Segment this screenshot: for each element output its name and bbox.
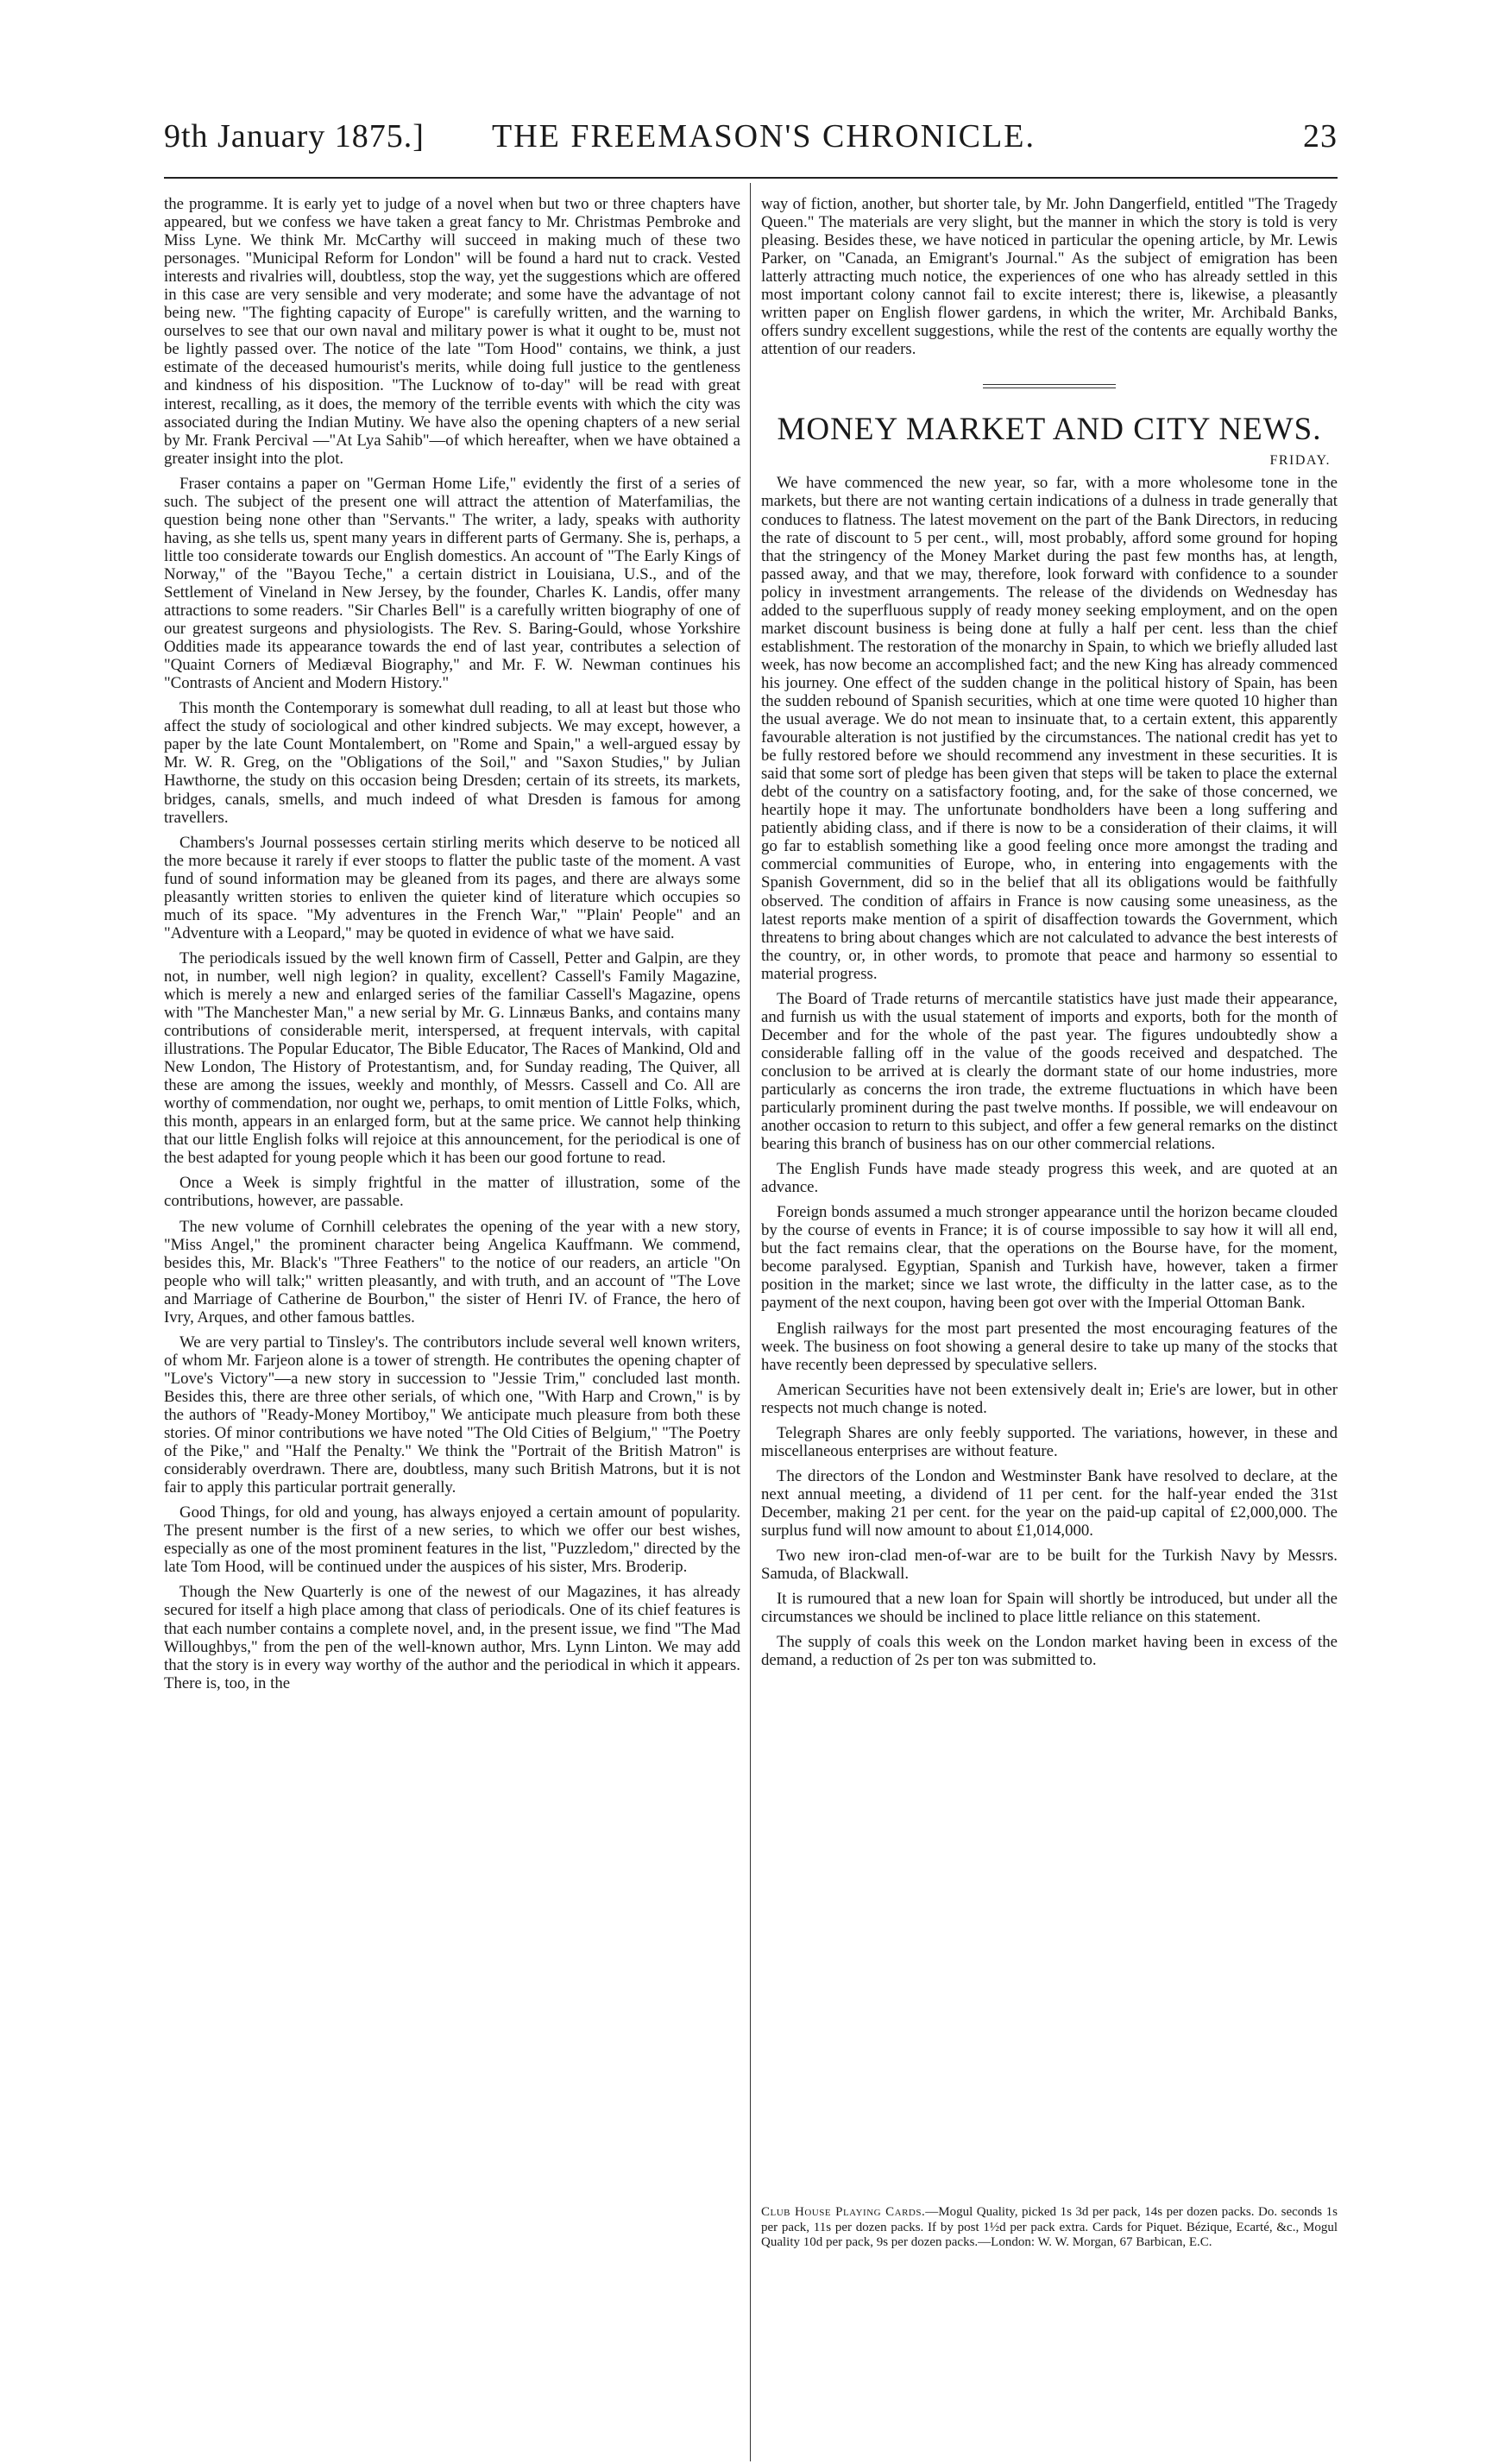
left-column	[164, 195, 740, 1699]
article-paragraph: The Board of Trade returns of mercantile statistics have just made their appearance, and furnish us with the usual statement of imports and exports, both for the month of December and for the whole of the past year. The figures undoubtedly show a considerable falling off in the value of the goods received and despatched. The conclusion to be arrived at is clearly the dormant state of our home industries, more particularly as concerns the iron trade, the extreme fluctuations in which have been particularly prominent during the past twelve months. If possible, we will endeavour on another occasion to return to this subject, and offer a few general remarks on the distinct bearing this branch of business has on our other commercial relations.	[761, 989, 1338, 1154]
page-number: 23	[1303, 118, 1338, 154]
article-paragraph: We are very partial to Tinsley's. The contributors include several well known writers, of whom Mr. Farjeon alone is a tower of strength. He contributes the opening chapter of "Love's Victory"—a new story in succession to "Jessie Trim," concluded last month. Besides this, there are three other serials, of which one, "With Harp and Crown," is by the authors of "Ready-Money Mortiboy," We anticipate much pleasure from both these stories. Of minor contributions we have noted "The Old Cities of Belgium," "The Poetry of the Pike," and "Half the Penalty." We think the "Portrait of the British Matron" is considerably overdrawn. There are, doubtless, many such British Matrons, but it is not fair to apply this particular portrait generally.	[164, 1333, 740, 1497]
section-title: MONEY MARKET AND CITY NEWS.	[777, 412, 1322, 448]
article-paragraph: Good Things, for old and young, has always enjoyed a certain amount of popularity. The present number is the first of a new series, to which we offer our best wishes, especially as one of the most prominent features in the list, "Puzzledom," directed by the late Tom Hood, will be continued under the auspices of his sister, Mrs. Broderip.	[164, 1503, 740, 1577]
section-rule	[983, 384, 1116, 388]
article-paragraph: The periodicals issued by the well known firm of Cassell, Petter and Galpin, are they not, in number, well nigh legion? in quality, excellent? Cassell's Family Magazine, which is merely a new and enlarged series of the familiar Cassell's Magazine, opens with "The Manchester Man," a new serial by Mr. G. Linnæus Banks, and contains many contributions of considerable merit, interspersed, at frequent intervals, with capital illustrations. The Popular Educator, The Bible Educator, The Races of Mankind, Old and New London, The History of Protestantism, and, for Sunday reading, The Quiver, all these are among the issues, weekly and monthly, of Messrs. Cassell and Co. All are worthy of commendation, nor ought we, perhaps, to omit mention of Little Folks, which, this month, appears in an enlarged form, but at the same price. We cannot help thinking that our little English folks will rejoice at this announcement, for the periodical is one of the best adapted for young people which it has been our good fortune to read.	[164, 948, 740, 1168]
classified-advertisement	[761, 2205, 1338, 2251]
article-paragraph: English railways for the most part presented the most encouraging features of the week. The business on foot showing a general desire to take up many of the stocks that have recently been depressed by speculative sellers.	[761, 1319, 1338, 1374]
article-paragraph: Telegraph Shares are only feebly supported. The variations, however, in these and miscellaneous enterprises are without feature.	[761, 1423, 1338, 1460]
article-paragraph: The supply of coals this week on the London market having been in excess of the demand, a reduction of 2s per ton was submitted to.	[761, 1633, 1338, 1670]
right-column	[761, 195, 1338, 1676]
article-paragraph: We have commenced the new year, so far, with a more wholesome tone in the markets, but there are not wanting certain indications of a dulness in trade generally that conduces to flatness. The latest movement on the part of the Bank Directors, in reducing the rate of discount to 5 per cent., will, most probably, afford some ground for hoping that the stringency of the Money Market during the past few months has, at length, passed away, and that we may, therefore, look forward with confidence to a sounder policy in investment arrangements. The release of the dividends on Wednesday has added to the superfluous supply of ready money seeking employment, and on the open market discount business is being done at fully a half per cent. less than the chief establishment. The restoration of the monarchy in Spain, to which we briefly alluded last week, has now become an accomplished fact; and the new King has already commenced his journey. One effect of the sudden change in the political history of Spain, has been the sudden rebound of Spanish securities, which at one time were quoted 10 higher than the usual average. We do not mean to insinuate that, to a certain extent, this apparently favourable alteration is not justified by the circumstances. The national credit has yet to be fully restored before we should recommend any investment in these securities. It is said that some sort of pledge has been given that steps will be taken to place the external debt of the country on a satisfactory footing, and, for the sake of those concerned, we heartily hope it may. The unfortunate bondholders have been a long suffering and patiently abiding class, and if there is now to be a consideration of their claims, it will go far to establish something like a good feeling once more amongst the trading and commercial communities of Europe, who, in entering into engagements with the Spanish Government, did so in the belief that all its obligations would be faithfully observed. The condition of affairs in France is now causing some uneasiness, as the latest reports make mention of a spirit of disaffection towards the Government, which threatens to bring about changes which are not calculated to advance the best interests of the country, or, in other words, to promote that peace and harmony so essential to material progress.	[761, 474, 1338, 983]
article-paragraph: The English Funds have made steady progress this week, and are quoted at an advance.	[761, 1160, 1338, 1197]
article-paragraph: The new volume of Cornhill celebrates the opening of the year with a new story, "Miss Angel," the prominent character being Angelica Kauffmann. We commend, besides this, Mr. Black's "Three Feathers" to the notice of our readers, an article "On people who will talk;" written pleasantly, and with truth, and an account of "The Love and Marriage of Catherine de Bourbon," the sister of Henri IV. of France, the hero of Ivry, Arques, and other famous battles.	[164, 1217, 740, 1327]
article-paragraph: The directors of the London and Westminster Bank have resolved to declare, at the next annual meeting, a dividend of 11 per cent. for the half-year ended the 31st December, making 21 per cent. for the year on the paid-up capital of £2,000,000. The surplus fund will now amount to about £1,014,000.	[761, 1466, 1338, 1540]
article-paragraph: the programme. It is early yet to judge of a novel when but two or three chapters have appeared, but we confess we have taken a great fancy to Mr. Christmas Pembroke and Miss Lyne. We think Mr. McCarthy will succeed in making much of these two personages. "Municipal Reform for London" will be found a hard nut to crack. Vested interests and rivalries will, doubtless, stop the way, yet the suggestions which are offered in this case are very sensible and very moderate; and some have the advantage of not being new. "The fighting capacity of Europe" is carefully written, and the warning to ourselves to see that our own naval and military power is what it ought to be, must not be lightly passed over. The notice of the late "Tom Hood" contains, we think, a just estimate of the deceased humourist's merits, while doing full justice to the gentleness and kindness of his disposition. "The Lucknow of to-day" will be read with great interest, recalling, as it does, the memory of the terrible events with which the city was associated during the Indian Mutiny. We have also the opening chapters of a new serial by Mr. Frank Percival —"At Lya Sahib"—of which hereafter, when we have obtained a greater insight into the plot.	[164, 195, 740, 468]
column-divider	[750, 183, 751, 2461]
article-paragraph: It is rumoured that a new loan for Spain will shortly be introduced, but under all the circumstances we should be inclined to place little reliance on this statement.	[761, 1590, 1338, 1627]
article-paragraph: Foreign bonds assumed a much stronger appearance until the horizon became clouded by the course of events in France; it is of course impossible to say how it will all end, but the fact remains clear, that the operations on the Bourse have, for the moment, become paralysed. Egyptian, Spanish and Turkish have, however, taken a firmer position in the market; since we last wrote, the difficulty in the latter case, as to the payment of the next coupon, having been got over with the Imperial Ottoman Bank.	[761, 1203, 1338, 1313]
article-paragraph: Two new iron-clad men-of-war are to be built for the Turkish Navy by Messrs. Samuda, of Blackwall.	[761, 1547, 1338, 1584]
masthead	[164, 117, 1338, 169]
section-day: FRIDAY.	[1269, 453, 1331, 469]
article-paragraph: Once a Week is simply frightful in the matter of illustration, some of the contributions, however, are passable.	[164, 1174, 740, 1211]
issue-date: 9th January 1875.]	[164, 118, 425, 154]
article-paragraph: This month the Contemporary is somewhat dull reading, to all at least but those who affect the study of sociological and other kindred subjects. We may except, however, a paper by the late Count Montalembert, on "Rome and Spain," a well-argued essay by Mr. W. R. Greg, on the "Obligations of the Soil," and "Saxon Studies," by Julian Hawthorne, the study on this occasion being Dresden; certain of its streets, its markets, bridges, canals, smells, and much indeed of what Dresden is famous for among travellers.	[164, 699, 740, 827]
header-rule	[164, 177, 1338, 179]
article-paragraph: Chambers's Journal possesses certain stirling merits which deserve to be noticed all the more because it rarely if ever stoops to flatter the public taste of the moment. A vast fund of sound information may be gleaned from its pages, and there are always some pleasantly written stories to enliven the quieter kind of literature which occupies so much of its space. "My adventures in the French War," "'Plain' People" and an "Adventure with a Leopard," may be quoted in evidence of what we have said.	[164, 833, 740, 942]
article-paragraph: Fraser contains a paper on "German Home Life," evidently the first of a series of such. The subject of the present one will attract the attention of Materfamilias, the question being none other than "Servants." The writer, a lady, speaks with authority having, as she tells us, spent many years in different parts of Germany. She is, perhaps, a little too considerate towards our English domestics. An account of "The Early Kings of Norway," of the "Bayou Teche," a certain district in Louisiana, U.S., and of the Settlement of Vineland in New Jersey, by the founder, Charles K. Landis, offer many attractions to some readers. "Sir Charles Bell" is a carefully written biography of one of our greatest surgeons and physiologists. The Rev. S. Baring-Gould, whose Yorkshire Oddities made its appearance towards the end of last year, contributes a selection of "Quaint Corners of Mediæval Biography," and Mr. F. W. Newman continues his "Contrasts of Ancient and Modern History."	[164, 474, 740, 693]
advertisement-text: —Mogul Quality, picked 1s 3d per pack, 14s per dozen packs. Do. seconds 1s per pack, 11s per dozen packs. If by post 1½d per pack extra. Cards for Piquet. Bézique, Ecarté, &c., Mogul Quality 10d per pack, 9s per dozen packs.—London: W. W. Morgan, 67 Barbican, E.C.	[761, 2205, 1338, 2249]
article-paragraph: Though the New Quarterly is one of the newest of our Magazines, it has already secured for itself a high place among that class of periodicals. One of its chief features is that each number contains a complete novel, and, in the present issue, we find "The Mad Willoughbys," from the pen of the well-known author, Mrs. Lynn Linton. We may add that the story is in every way worthy of the author and the periodical in which it appears. There is, too, in the	[164, 1583, 740, 1692]
advertisement-lead: Club House Playing Cards.	[761, 2205, 926, 2219]
newspaper-title: THE FREEMASON'S CHRONICLE.	[492, 118, 1036, 154]
article-paragraph: American Securities have not been extensively dealt in; Erie's are lower, but in other respects not much change is noted.	[761, 1380, 1338, 1417]
article-paragraph: way of fiction, another, but shorter tale, by Mr. John Dangerfield, entitled "The Tragedy Queen." The materials are very slight, but the manner in which the story is told is very pleasing. Besides these, we have noticed in particular the opening article, by Mr. Lewis Parker, on "Canada, an Emigrant's Journal." As the subject of emigration has been latterly attracting much notice, the experiences of one who has already settled in this most important colony cannot fail to excite interest; there is, likewise, a pleasantly written paper on English flower gardens, in which the writer, Mr. Archibald Banks, offers sundry excellent suggestions, while the rest of the contents are equally worthy the attention of our readers.	[761, 195, 1338, 359]
